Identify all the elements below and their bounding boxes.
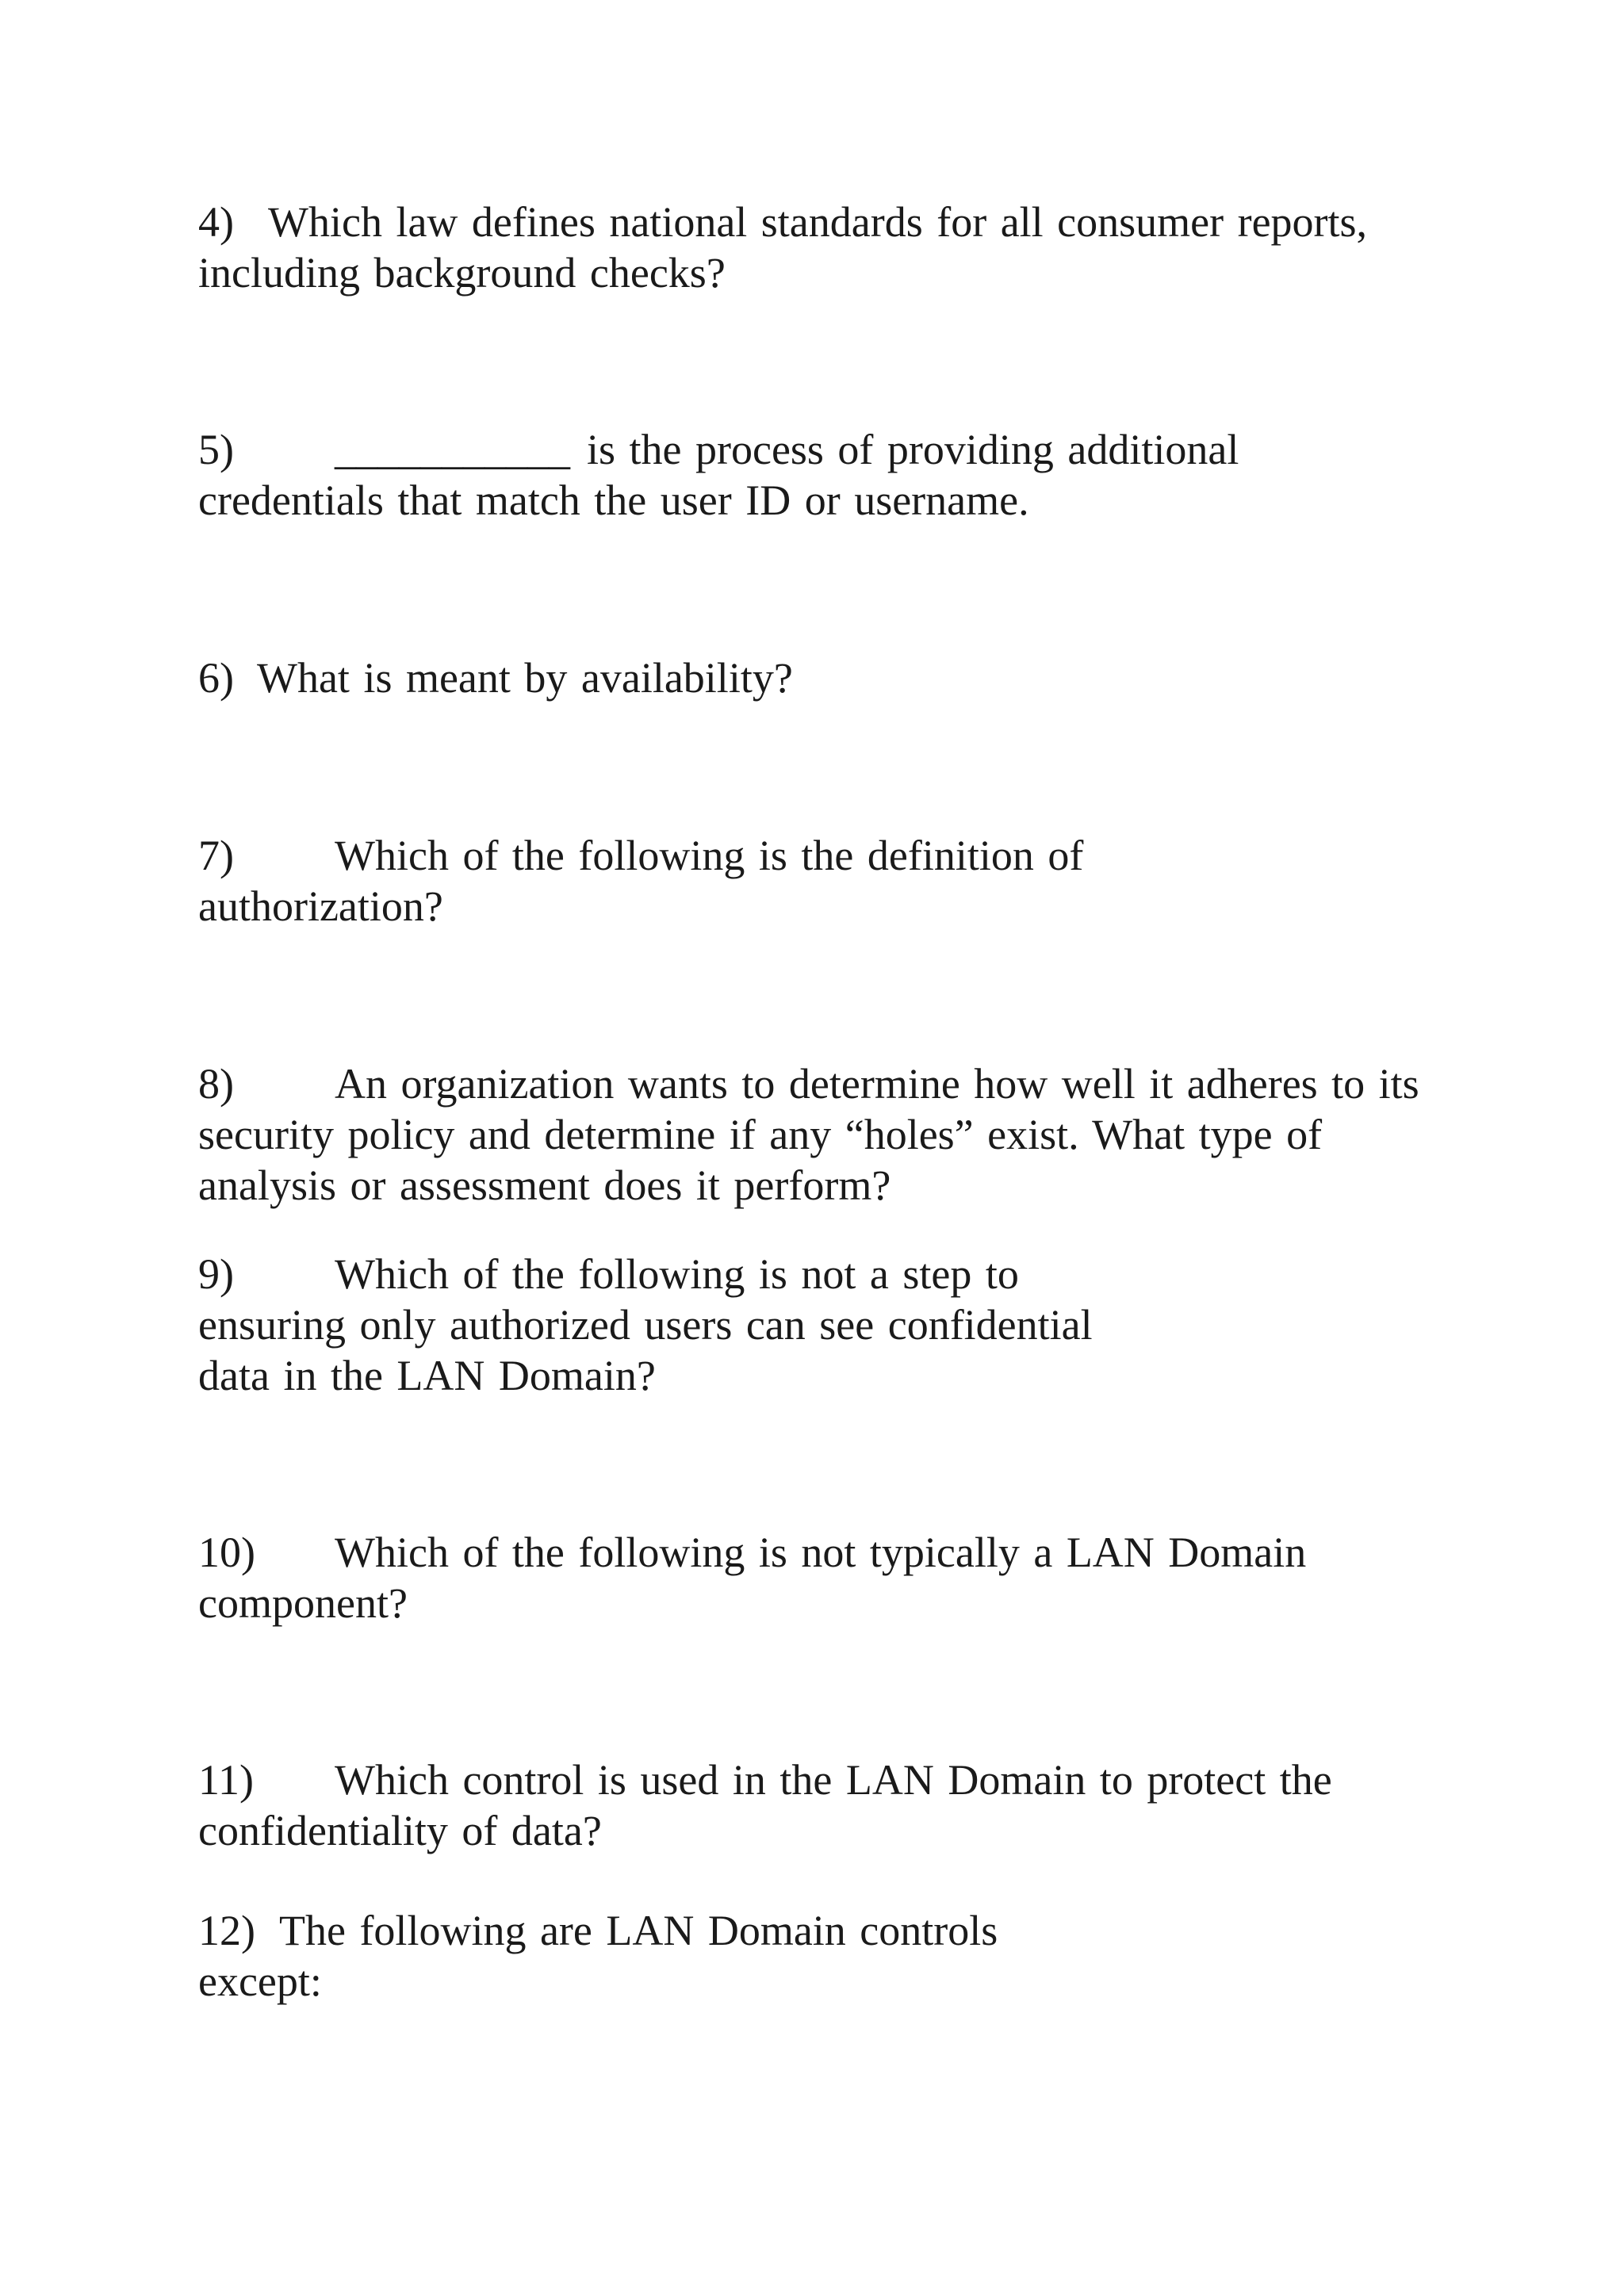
question-number: 4): [198, 198, 234, 246]
question-text: Which of the following is the definition of authorization?: [198, 832, 1084, 930]
question-text: is the process of providing additional credentials that match the user ID or username.: [198, 426, 1239, 524]
question-number: 10): [198, 1529, 255, 1576]
question-text: The following are LAN Domain controls except:: [198, 1907, 998, 2005]
question-number: 9): [198, 1250, 234, 1298]
question-12: [198, 1905, 1039, 2007]
question-number: 5): [198, 426, 234, 473]
question-text: What is meant by availability?: [257, 654, 793, 702]
question-9: [198, 1249, 1166, 1401]
question-7: [198, 830, 1150, 932]
question-text: Which control is used in the LAN Domain to protect the confidentiality of data?: [198, 1756, 1332, 1854]
question-11: [198, 1755, 1372, 1856]
question-number: 8): [198, 1060, 234, 1108]
question-4: [198, 197, 1404, 298]
question-5: [198, 424, 1324, 526]
question-text: Which of the following is not typically a LAN Domain component?: [198, 1529, 1307, 1627]
question-text: Which law defines national standards for all consumer reports, including background checks?: [198, 198, 1368, 297]
question-text: An organization wants to determine how well it adheres to its security policy and determine if any “holes” exist. What type of analysis or assessment does it perform?: [198, 1060, 1419, 1209]
question-number: 7): [198, 832, 234, 879]
question-number: 12): [198, 1907, 255, 1954]
answer-blank: ___________: [335, 426, 570, 473]
question-10: [198, 1527, 1324, 1628]
question-6: [198, 652, 1435, 703]
question-text: Which of the following is not a step to ensuring only authorized users can see confidential data in the LAN Domain?: [198, 1250, 1093, 1399]
question-number: 11): [198, 1756, 254, 1804]
question-8: [198, 1058, 1435, 1211]
question-number: 6): [198, 654, 234, 702]
